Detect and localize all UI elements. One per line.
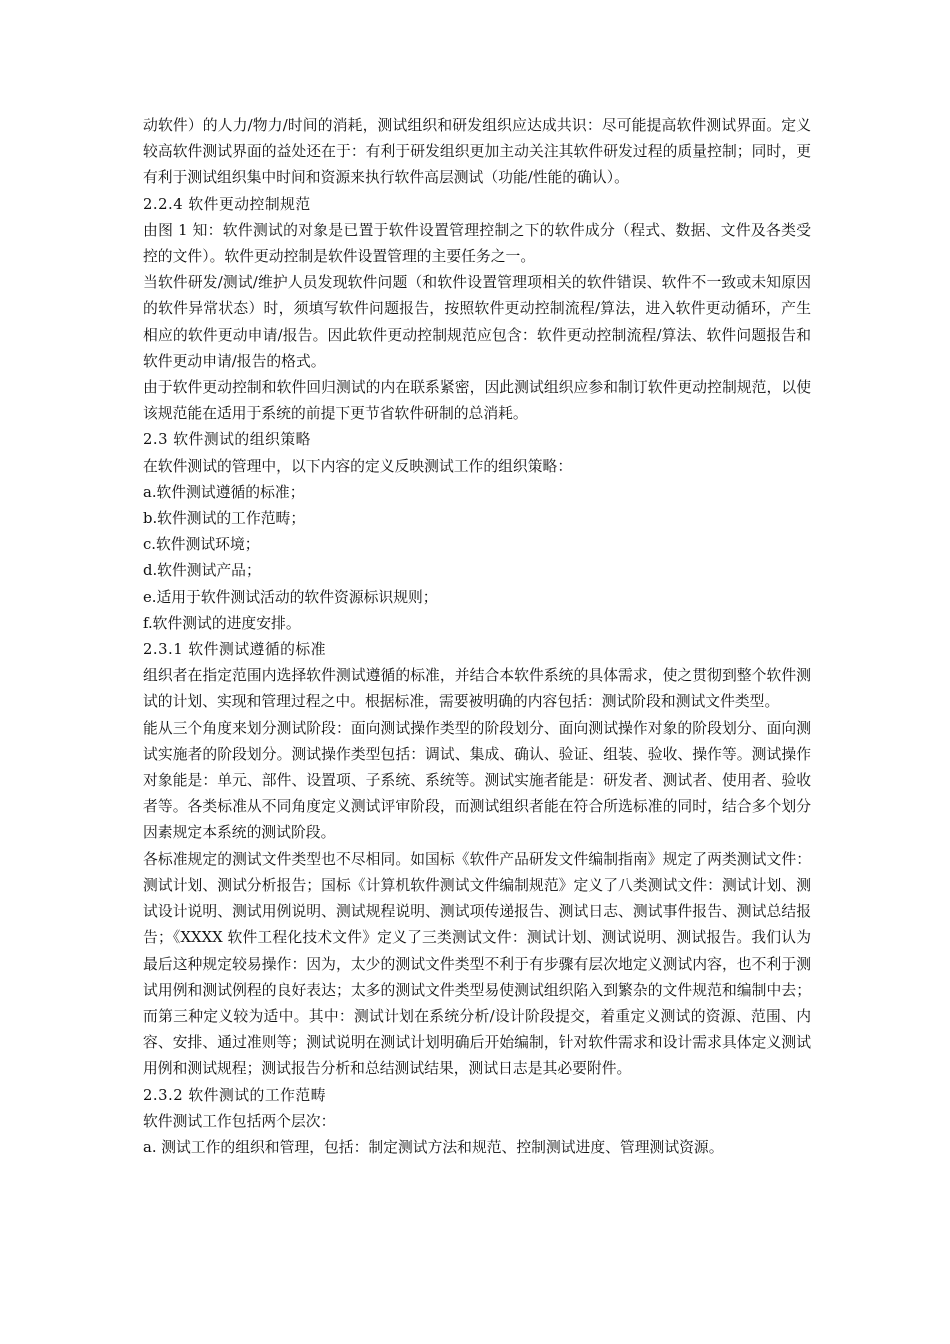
section-heading-2-3: 2.3 软件测试的组织策略 <box>143 431 311 449</box>
list-item: c.软件测试环境； <box>143 536 260 554</box>
paragraph: 动软件）的人力/物力/时间的消耗，测试组织和研发组织应达成共识：尽可能提高软件测试界面。定义较高软件测试界面的益处还在于：有利于研发组织更加主动关注其软件研发过程的质量控制；同时，更有利于测试组织集中时间和资源来执行软件高层测试（功能/性能的确认）。 <box>143 117 811 187</box>
section-heading-2-2-4: 2.2.4 软件更动控制规范 <box>143 195 311 213</box>
list-item: b.软件测试的工作范畴； <box>143 510 306 528</box>
paragraph: 软件测试工作包括两个层次： <box>143 1112 336 1130</box>
paragraph: 在软件测试的管理中，以下内容的定义反映测试工作的组织策略： <box>143 457 573 475</box>
list-item: a.软件测试遵循的标准； <box>143 483 305 501</box>
document-page <box>143 113 811 1161</box>
list-item: e.适用于软件测试活动的软件资源标识规则； <box>143 588 438 606</box>
paragraph: 当软件研发/测试/维护人员发现软件问题（和软件设置管理项相关的软件错误、软件不一致或未知原因的软件异常状态）时，须填写软件问题报告，按照软件更动控制流程/算法，进入软件更动循环，产生相应的软件更动申请/报告。因此软件更动控制规范应包含：软件更动控制流程/算法、软件问题报告和软件更动申请/报告的格式。 <box>143 274 811 370</box>
section-heading-2-3-2: 2.3.2 软件测试的工作范畴 <box>143 1086 327 1104</box>
section-heading-2-3-1: 2.3.1 软件测试遵循的标准 <box>143 641 327 659</box>
paragraph: 能从三个角度来划分测试阶段：面向测试操作类型的阶段划分、面向测试操作对象的阶段划分、面向测试实施者的阶段划分。测试操作类型包括：调试、集成、确认、验证、组装、验收、操作等。测试操作对象能是：单元、部件、设置项、子系统、系统等。测试实施者能是：研发者、测试者、使用者、验收者等。各类标准从不同角度定义测试评审阶段，而测试组织者能在符合所选标准的同时，结合多个划分因素规定本系统的测试阶段。 <box>143 719 811 842</box>
list-item: f.软件测试的进度安排。 <box>143 614 301 632</box>
paragraph: 由图 1 知：软件测试的对象是已置于软件设置管理控制之下的软件成分（程式、数据、文件及各类受控的文件）。软件更动控制是软件设置管理的主要任务之一。 <box>143 221 811 266</box>
list-item: a. 测试工作的组织和管理，包括：制定测试方法和规范、控制测试进度、管理测试资源。 <box>143 1138 724 1156</box>
list-item: d.软件测试产品； <box>143 562 261 580</box>
paragraph: 由于软件更动控制和软件回归测试的内在联系紧密，因此测试组织应参和制订软件更动控制规范，以使该规范能在适用于系统的前提下更节省软件研制的总消耗。 <box>143 379 811 423</box>
paragraph: 组织者在指定范围内选择软件测试遵循的标准，并结合本软件系统的具体需求，使之贯彻到整个软件测试的计划、实现和管理过程之中。根据标准，需要被明确的内容包括：测试阶段和测试文件类型。 <box>143 667 811 711</box>
paragraph: 各标准规定的测试文件类型也不尽相同。如国标《软件产品研发文件编制指南》规定了两类测试文件：测试计划、测试分析报告；国标《计算机软件测试文件编制规范》定义了八类测试文件：测试计划、测试设计说明、测试用例说明、测试规程说明、测试项传递报告、测试日志、测试事件报告、测试总结报告；《XXXX 软件工程化技术文件》定义了三类测试文件：测试计划、测试说明、测试报告。我们认为最后这种规定较易操作：因为，太少的测试文件类型不利于有步骤有层次地定义测试内容，也不利于测试用例和测试例程的良好表达；太多的测试文件类型易使测试组织陷入到繁杂的文件规范和编制中去；而第三种定义较为适中。其中：测试计划在系统分析/设计阶段提交，着重定义测试的资源、范围、内容、安排、通过准则等；测试说明在测试计划明确后开始编制，针对软件需求和设计需求具体定义测试用例和测试规程；测试报告分析和总结测试结果，测试日志是其必要附件。 <box>143 850 811 1078</box>
